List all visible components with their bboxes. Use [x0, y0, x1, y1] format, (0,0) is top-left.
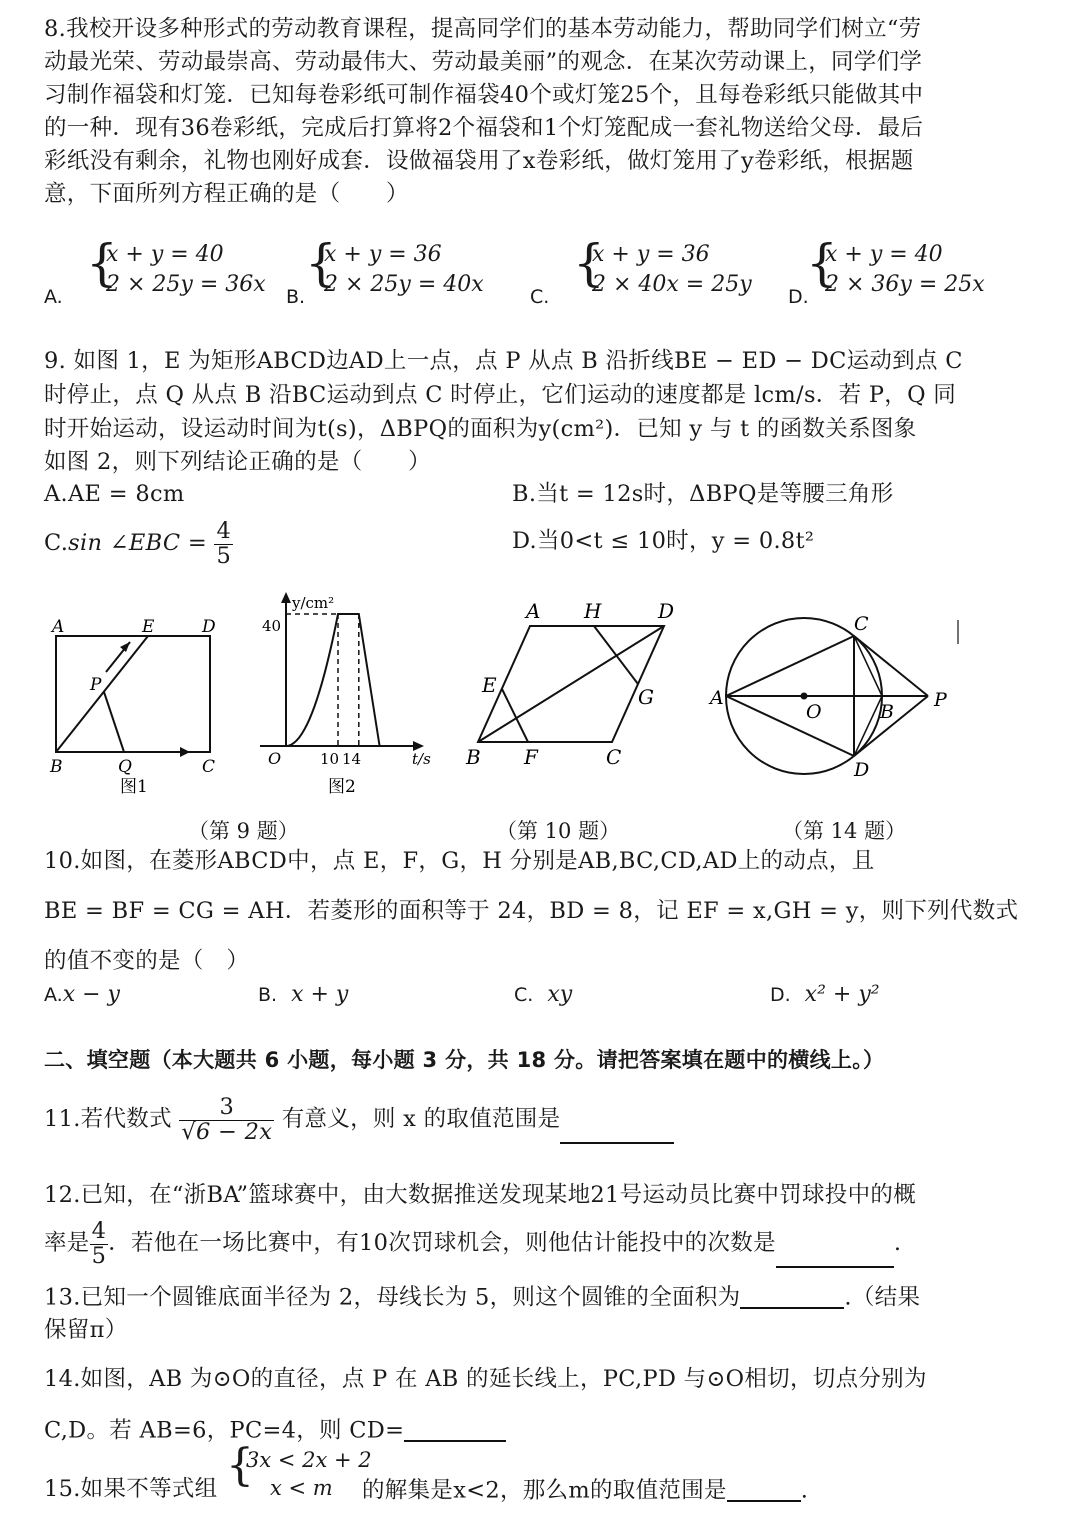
arrow-head-icon — [120, 642, 130, 652]
segment-be — [56, 636, 148, 752]
figure-10 — [462, 592, 702, 782]
y-tick-label: 40 — [262, 617, 282, 635]
graph-layer — [286, 614, 380, 746]
exam-page: 8.我校开设多种形式的劳动教育课程，提高同学们的基本劳动能力，帮助同学们树立“劳 动最光荣、劳动最崇高、劳动最伟大、劳动最美丽”的观念．在某次劳动课上，同学们学 习制作福袋和灯笼．已知每卷彩纸可制作福袋40个或灯笼25个，且每卷彩纸只能做其中 的一种．现有36卷彩纸，完成后打算将2个福袋和1个灯笼配成一套礼物送给父母．最后 彩纸没有剩余，礼物也刚好成套．设做福袋用了x卷彩纸，做灯笼用了y卷彩纸，根据题 意，下面所列方程正确的是（ ） A. { x + y = 40 2 × 25y = 36x B. { x + y = 36 2 × 25y = 40x C. { x + y = 36 2 × 40x = 25y D. { x + y = 40 2 × 36y = 25x 9. 如图 1，E 为矩形ABCD边AD上一点，点 P 从点 B 沿折线BE − ED − DC运动到点 C 时停止，点 Q 从点 B 沿BC运动到点 C 时停止，它们运动的速度都是 lcm/s．若 P，Q 同 时开始运动，设运动时间为t(s)，ΔBPQ的面积为y(cm²)．已知 y 与 t 的函数关系图象 如图 2，则下列结论正确的是（ ） A.AE = 8cm B.当t = 12s时，ΔBPQ是等腰三角形 C.sin ∠EBC = $\frac{4}{5}$ D.当0<t ≤ 10时，y = 0.8t² A E D P B Q C 图1 y/cm² t/s O 40 10 14 图2 A H D E G B F C A O B P C D （第 9 题） （第 10 题） （第 14 题） 10.如图，在菱形ABCD中，点 E，F，G，H 分别是AB,BC,CD,AD上的动点，且 BE = BF = CG = AH．若菱形的面积等于 24，BD = 8，记 EF = x,GH = y，则下列代数式 的值不变的是（ ） A.x − y B. x + y C. xy D. x² + y² 二、填空题（本大题共 6 小题，每小题 3 分，共 18 分。请把答案填在题中的横线上。） 11.若代数式 $\frac{3}{√6 - 2x}$ 有意义，则 x 的取值范围是 12.已知，在“浙BA”篮球赛中，由大数据推送发现某地21号运动员比赛中罚球投中的概 率是 $\frac{4}{5}$ ．若他在一场比赛中，有10次罚球机会，则他估计能投中的次数是 . 13.已知一个圆锥底面半径为 2，母线长为 5，则这个圆锥的全面积为 .（结果 保留π） 14.如图，AB 为⊙O的直径，点 P 在 AB 的延长线上，PC,PD 与⊙O相切，切点分别为 C,D。若 AB=6，PC=4，则 CD= 15.如果不等式组 { 3x < 2x + 2 x < m 的解集是x<2，那么m的取值范围是 . — [0, 0, 1066, 1532]
caption-q10: （第 10 题） — [496, 819, 621, 843]
segment-cb — [854, 636, 882, 696]
answer-blank[interactable] — [740, 1285, 844, 1309]
series-line — [286, 614, 380, 746]
point-label: D — [854, 759, 870, 781]
option-label: C. — [530, 286, 550, 308]
brace-icon: { — [806, 234, 838, 292]
q12-line: 12.已知，在“浙BA”篮球赛中，由大数据推送发现某地21号运动员比赛中罚球投中的概 — [44, 1182, 916, 1208]
option-label: A. — [44, 286, 63, 308]
point-label: B — [880, 701, 894, 723]
equation: x + y = 36 — [592, 242, 710, 267]
q8-line: 习制作福袋和灯笼．已知每卷彩纸可制作福袋40个或灯笼25个，且每卷彩纸只能做其中 — [44, 82, 924, 108]
section-2-heading: 二、填空题（本大题共 6 小题，每小题 3 分，共 18 分。请把答案填在题中的横线上。） — [44, 1048, 885, 1072]
center-dot — [801, 693, 808, 700]
brace-icon: { — [305, 234, 337, 292]
question-11: 11.若代数式 $\frac{3}{√6 - 2x}$ 有意义，则 x 的取值范围是 — [44, 1096, 674, 1144]
inequality: 3x < 2x + 2 — [246, 1448, 372, 1472]
point-label: B — [50, 757, 63, 777]
q9-option-c — [44, 520, 233, 568]
x-tick-label: 10 — [320, 750, 340, 768]
equation: x + y = 40 — [106, 242, 224, 267]
point-label: O — [806, 701, 822, 723]
equation: 2 × 25y = 36x — [106, 272, 266, 297]
point-label: A — [710, 687, 724, 709]
point-label: C — [606, 745, 622, 769]
q10-line: BE = BF = CG = AH．若菱形的面积等于 24，BD = 8，记 EF = x,GH = y，则下列代数式 — [44, 898, 1019, 924]
y-axis-label: y/cm² — [292, 594, 335, 612]
answer-blank[interactable] — [776, 1244, 894, 1268]
q9-line: 9. 如图 1，E 为矩形ABCD边AD上一点，点 P 从点 B 沿折线BE − ED − DC运动到点 C — [44, 348, 963, 374]
q8-line: 8.我校开设多种形式的劳动教育课程，提高同学们的基本劳动能力，帮助同学们树立“劳 — [44, 16, 922, 42]
point-label: E — [142, 617, 155, 637]
option-label: D. — [788, 286, 809, 308]
figure-caption: 图1 — [120, 777, 148, 797]
figure-14 — [700, 600, 990, 790]
q9-option-b: B.当t = 12s时，ΔBPQ是等腰三角形 — [512, 481, 894, 507]
caption-q9: （第 9 题） — [188, 819, 299, 843]
origin-label: O — [268, 749, 282, 768]
segment-ef — [502, 689, 528, 742]
segment-pq — [104, 692, 124, 752]
q13-line: 保留π） — [44, 1317, 128, 1343]
arrow-head-icon — [180, 747, 190, 757]
brace-icon: { — [573, 234, 605, 292]
q10-option-a: A.x − y — [44, 982, 120, 1007]
q10-line: 的值不变的是（ ） — [44, 948, 250, 974]
option-label: B. — [286, 286, 306, 308]
equation: 2 × 25y = 40x — [324, 272, 484, 297]
q14-line: 14.如图，AB 为⊙O的直径，点 P 在 AB 的延长线上，PC,PD 与⊙O相切，切点分别为 — [44, 1366, 927, 1392]
point-label: D — [202, 617, 216, 637]
segment-hg — [594, 626, 638, 684]
brace-icon: { — [86, 234, 118, 292]
option-label: C. — [44, 530, 69, 557]
equation: x + y = 36 — [324, 242, 442, 267]
point-label: D — [658, 599, 675, 623]
point-label: G — [638, 685, 654, 709]
q8-line: 的一种．现有36卷彩纸，完成后打算将2个福袋和1个灯笼配成一套礼物送给父母．最后 — [44, 115, 924, 141]
segment-db — [854, 696, 882, 756]
q8-line: 意，下面所列方程正确的是（ ） — [44, 181, 409, 207]
x-tick-label: 14 — [342, 750, 362, 768]
point-label: A — [526, 599, 541, 623]
q8-line: 动最光荣、劳动最崇高、劳动最伟大、劳动最美丽”的观念．在某次劳动课上，同学们学 — [44, 49, 923, 75]
q9-line: 时停止，点 Q 从点 B 沿BC运动到点 C 时停止，它们运动的速度都是 lcm/s．若 P，Q 同 — [44, 382, 957, 408]
answer-blank[interactable] — [560, 1120, 674, 1144]
point-label: B — [466, 745, 481, 769]
q9-option-a: A.AE = 8cm — [44, 481, 185, 507]
point-label: F — [524, 745, 538, 769]
q10-line: 10.如图，在菱形ABCD中，点 E，F，G，H 分别是AB,BC,CD,AD上的动点，且 — [44, 848, 875, 874]
question-12: 率是 $\frac{4}{5}$ ．若他在一场比赛中，有10次罚球机会，则他估计能投中的次数是 . — [44, 1218, 902, 1269]
q10-option-c: C. xy — [514, 982, 573, 1007]
brace-icon: { — [226, 1440, 254, 1491]
question-13: 13.已知一个圆锥底面半径为 2，母线长为 5，则这个圆锥的全面积为 .（结果 — [44, 1284, 921, 1311]
q9-line: 时开始运动，设运动时间为t(s)，ΔBPQ的面积为y(cm²)．已知 y 与 t 的函数关系图象 — [44, 416, 917, 442]
answer-blank[interactable] — [404, 1418, 506, 1442]
point-label: H — [584, 599, 602, 623]
point-label: A — [52, 617, 65, 637]
equation: 2 × 40x = 25y — [592, 272, 752, 297]
q9-option-d: D.当0<t ≤ 10时，y = 0.8t² — [512, 528, 815, 554]
fraction: $\frac{3}{√6 - 2x}$ — [181, 1094, 273, 1145]
fraction: $\frac{4}{5}$ — [216, 518, 232, 569]
y-axis-arrow-icon — [281, 592, 291, 603]
q9-line: 如图 2，则下列结论正确的是（ ） — [44, 449, 431, 475]
expression: sin ∠EBC = — [68, 530, 208, 557]
tangent-pc — [854, 636, 928, 696]
question-14: C,D。若 AB=6，PC=4，则 CD= — [44, 1418, 506, 1442]
diagonal-bd — [478, 626, 664, 742]
caption-q14: （第 14 题） — [782, 819, 907, 843]
figure-caption: 图2 — [328, 777, 356, 797]
point-label: Q — [118, 757, 132, 777]
x-axis-label: t/s — [412, 750, 431, 768]
inequality: x < m — [270, 1476, 333, 1500]
equation: x + y = 40 — [825, 242, 943, 267]
point-label: P — [934, 689, 947, 711]
answer-blank[interactable] — [727, 1478, 801, 1502]
figure-1 — [40, 600, 230, 800]
figure-2-graph — [250, 588, 450, 803]
q8-line: 彩纸没有剩余，礼物也刚好成套．设做福袋用了x卷彩纸，做灯笼用了y卷彩纸，根据题 — [44, 148, 914, 174]
fraction: $\frac{4}{5}$ — [91, 1218, 107, 1269]
q10-option-d: D. x² + y² — [770, 982, 880, 1007]
q10-option-b: B. x + y — [258, 982, 349, 1007]
equation: 2 × 36y = 25x — [825, 272, 985, 297]
point-label: E — [482, 673, 497, 697]
point-label: C — [854, 613, 869, 635]
point-label: P — [90, 675, 102, 695]
point-label: C — [202, 757, 216, 777]
